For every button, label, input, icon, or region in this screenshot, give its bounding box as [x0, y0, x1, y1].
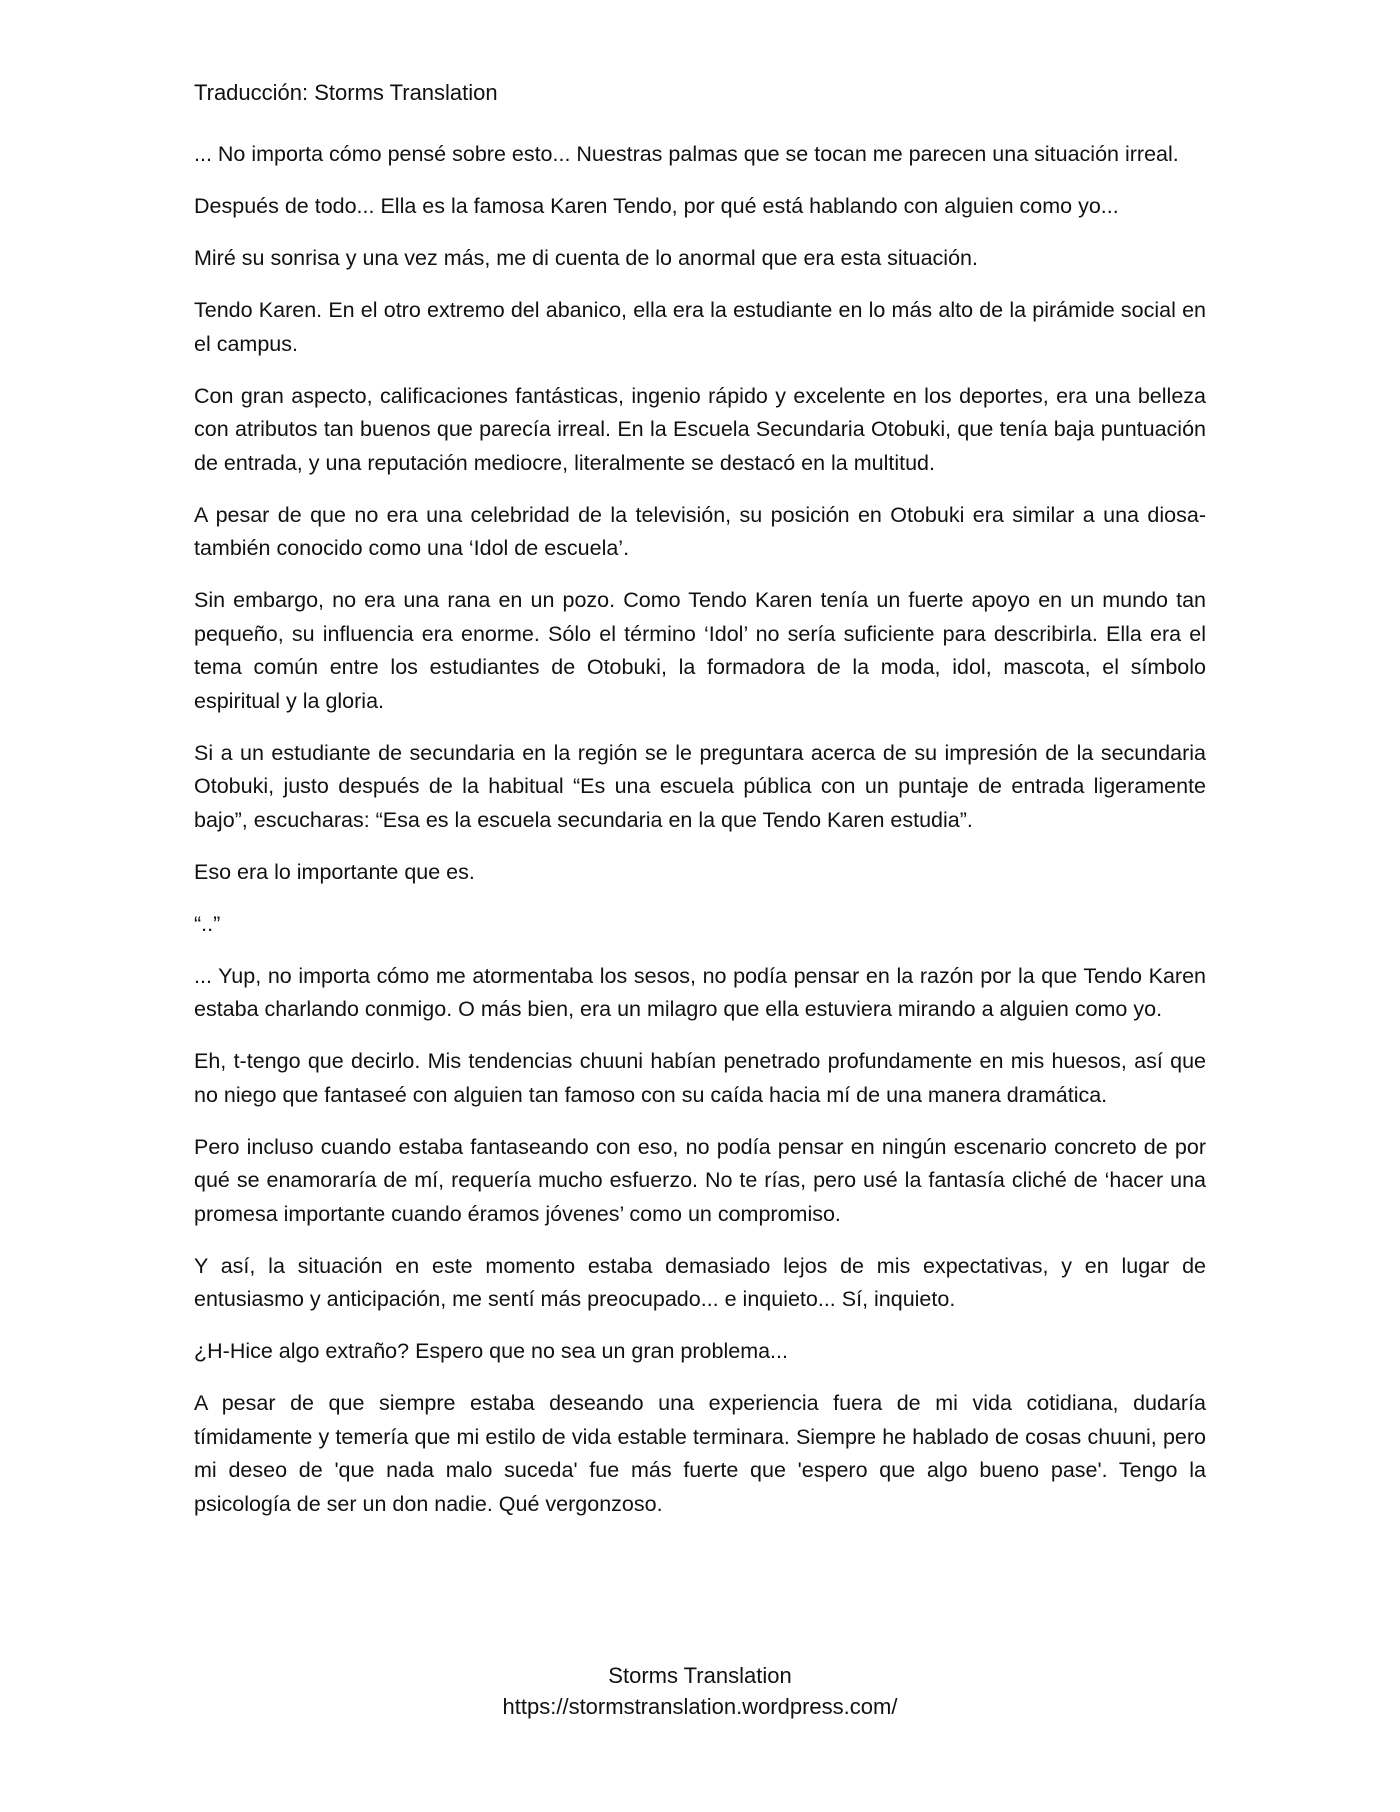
paragraph: Con gran aspecto, calificaciones fantásticas, ingenio rápido y excelente en los deportes, era una belleza con atributos tan buenos que parecía irreal. En la Escuela Secundaria Otobuki, que tenía baja puntuación de entrada, y una reputación mediocre, literalmente se destacó en la multitud.: [194, 383, 1206, 475]
paragraph: Tendo Karen. En el otro extremo del abanico, ella era la estudiante en lo más alto de la pirámide social en el campus.: [194, 298, 1206, 356]
paragraph: Si a un estudiante de secundaria en la región se le preguntara acerca de su impresión de la secundaria Otobuki, justo después de la habitual “Es una escuela pública con un puntaje de entrada ligeramente bajo”, escucharas: “Esa es la escuela secundaria en la que Tendo Karen estudia”.: [194, 740, 1206, 832]
paragraph: Pero incluso cuando estaba fantaseando con eso, no podía pensar en ningún escenario concreto de por qué se enamoraría de mí, requería mucho esfuerzo. No te rías, pero usé la fantasía cliché de ‘hacer una promesa importante cuando éramos jóvenes’ como un compromiso.: [194, 1134, 1206, 1226]
footer-url: https://stormstranslation.wordpress.com/: [502, 1694, 898, 1719]
document-page: [194, 76, 1206, 1540]
paragraph: Sin embargo, no era una rana en un pozo. Como Tendo Karen tenía un fuerte apoyo en un mundo tan pequeño, su influencia era enorme. Sólo el término ‘Idol’ no sería suficiente para describirla. Ella era el tema común entre los estudiantes de Otobuki, la formadora de la moda, idol, mascota, el símbolo espiritual y la gloria.: [194, 588, 1206, 713]
paragraph: ¿H-Hice algo extraño? Espero que no sea un gran problema...: [194, 1339, 788, 1363]
paragraph: A pesar de que siempre estaba deseando una experiencia fuera de mi vida cotidiana, dudaría tímidamente y temería que mi estilo de vida estable terminara. Siempre he hablado de cosas chuuni, pero mi deseo de 'que nada malo suceda' fue más fuerte que 'espero que algo bueno pase'. Tengo la psicología de ser un don nadie. Qué vergonzoso.: [194, 1391, 1206, 1516]
paragraph: A pesar de que no era una celebridad de la televisión, su posición en Otobuki era similar a una diosa- también conocido como una ‘Idol de escuela’.: [194, 502, 1206, 560]
paragraph: Miré su sonrisa y una vez más, me di cuenta de lo anormal que era esta situación.: [194, 246, 978, 270]
paragraph: Eso era lo importante que es.: [194, 859, 475, 884]
translation-credit: Traducción: Storms Translation: [194, 80, 498, 105]
paragraph: “..”: [194, 911, 221, 936]
page-footer: [0, 1660, 1400, 1722]
footer-site-name: Storms Translation: [608, 1663, 792, 1688]
paragraph: Y así, la situación en este momento estaba demasiado lejos de mis expectativas, y en lugar de entusiasmo y anticipación, me sentí más preocupado... e inquieto... Sí, inquieto.: [194, 1253, 1206, 1311]
paragraph: Después de todo... Ella es la famosa Karen Tendo, por qué está hablando con alguien como yo...: [194, 194, 1119, 218]
paragraph: ... No importa cómo pensé sobre esto... Nuestras palmas que se tocan me parecen una situación irreal.: [194, 142, 1179, 166]
document-body: [194, 138, 1206, 1521]
paragraph: ... Yup, no importa cómo me atormentaba los sesos, no podía pensar en la razón por la que Tendo Karen estaba charlando conmigo. O más bien, era un milagro que ella estuviera mirando a alguien como yo.: [194, 963, 1206, 1021]
paragraph: Eh, t-tengo que decirlo. Mis tendencias chuuni habían penetrado profundamente en mis huesos, así que no niego que fantaseé con alguien tan famoso con su caída hacia mí de una manera dramática.: [194, 1049, 1206, 1107]
